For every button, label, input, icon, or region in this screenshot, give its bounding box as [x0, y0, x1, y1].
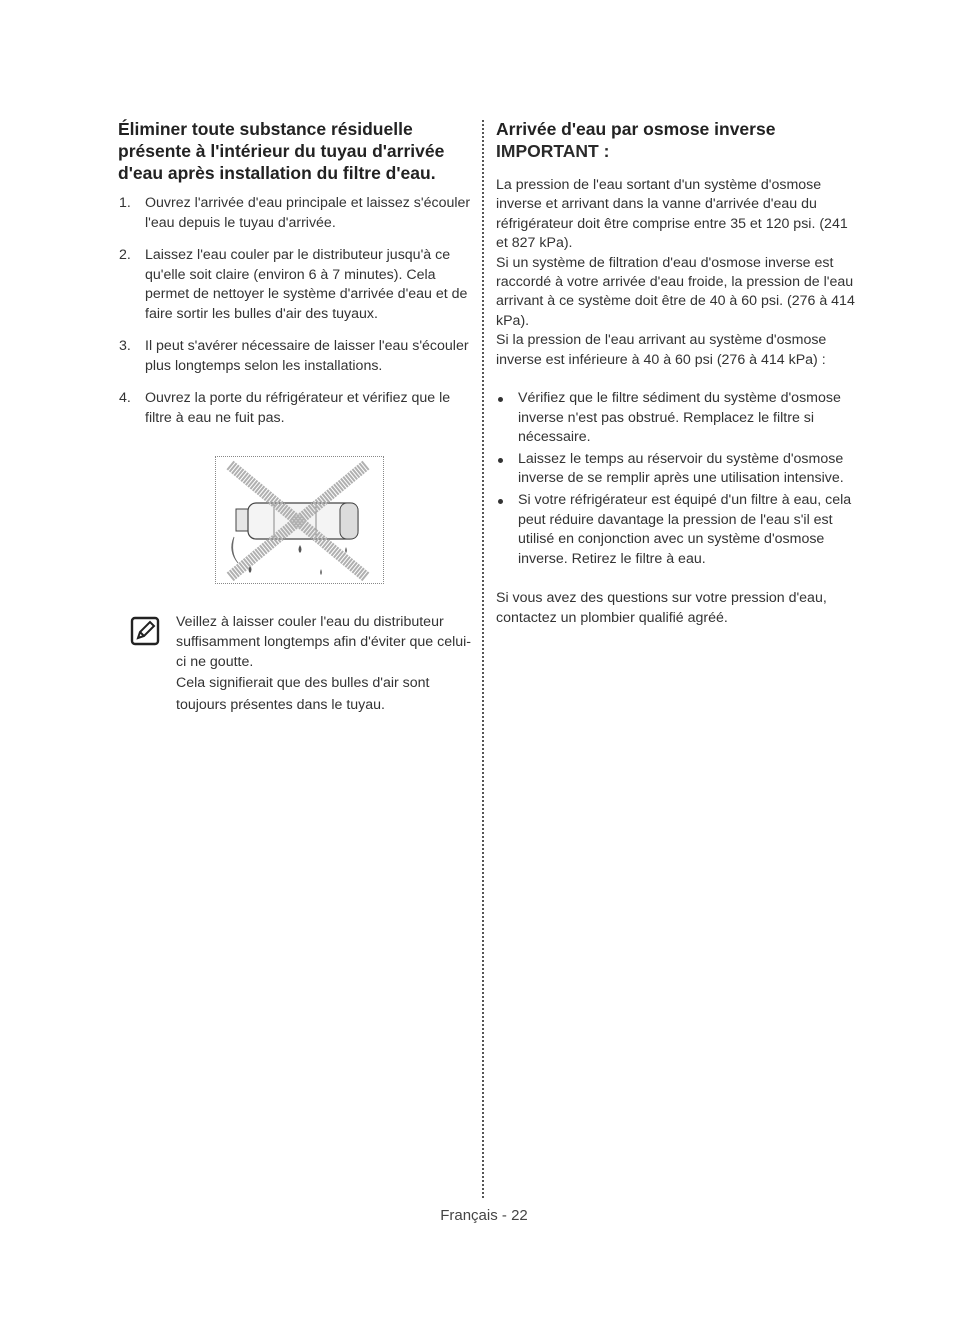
water-drop-icon — [320, 569, 322, 575]
step-number: 3. — [119, 338, 131, 354]
bullet-dot-icon — [498, 499, 503, 504]
bullet-text: Si votre réfrigérateur est équipé d'un filtre à eau, cela peut réduire davantage la pression de l'eau s'il est utilisé en conjonction avec un système d'osmose inverse. Retirez le filtre à eau. — [518, 492, 852, 567]
paragraph: Si la pression de l'eau arrivant au système d'osmose inverse est inférieure à 40 à 60 psi (276 à 414 kPa) : — [496, 332, 827, 368]
step-number: 4. — [119, 390, 131, 406]
water-drop-icon — [299, 545, 302, 553]
note-text: Veillez à laisser couler l'eau du distributeur suffisamment longtemps afin d'éviter que celui-ci ne goutte. — [176, 614, 472, 670]
paragraph: La pression de l'eau sortant d'un système d'osmose inverse et arrivant dans la vanne d'arrivée d'eau du réfrigérateur doit être comprise entre 35 et 120 psi. (241 et 827 kPa). — [496, 177, 848, 252]
crossed-filter-image — [216, 457, 383, 583]
bullet-text: Laissez le temps au réservoir du système d'osmose inverse de se remplir après une utilisation intensive. — [518, 450, 844, 487]
section-title-flush: Éliminer toute substance résiduelle présente à l'intérieur du tuyau d'arrivée d'eau après installation du filtre d'eau. — [118, 119, 445, 183]
step-number: 2. — [119, 247, 131, 263]
paragraph: Si un système de filtration d'eau d'osmose inverse est raccordé à votre arrivée d'eau froide, la pression de l'eau arrivant à ce système doit être de 40 à 60 psi. (276 à 414 kPa). — [496, 254, 855, 329]
step-number: 1. — [119, 195, 131, 211]
filter-end-icon — [340, 503, 358, 539]
bullet-dot-icon — [498, 397, 503, 402]
note-pencil-icon — [130, 616, 160, 651]
step-item — [118, 194, 478, 233]
step-text: Laissez l'eau couler par le distributeur jusqu'à ce qu'elle soit claire (environ 6 à 7 minutes). Cela permet de nettoyer le système d'arrivée d'eau et de faire sortir les bulles d'air des tuyaux. — [145, 247, 468, 322]
page-footer: Français - 22 — [440, 1207, 528, 1224]
note-block — [118, 612, 478, 716]
step-text: Ouvrez la porte du réfrigérateur et vérifiez que le filtre à eau ne fuit pas. — [145, 390, 451, 426]
filter-leak-illustration — [215, 456, 384, 584]
section-title-osmosis: Arrivée d'eau par osmose inverse — [496, 119, 776, 139]
left-column — [118, 118, 478, 716]
filter-cap-icon — [236, 509, 248, 531]
pressure-paragraphs — [496, 176, 856, 370]
column-divider — [482, 120, 484, 1198]
step-item — [118, 337, 478, 376]
water-stream-icon — [232, 537, 238, 563]
bullet-list — [496, 389, 856, 569]
bullet-item — [496, 389, 856, 448]
closing-paragraph: Si vous avez des questions sur votre pression d'eau, contactez un plombier qualifié agréé. — [496, 590, 827, 626]
steps-list — [118, 194, 478, 428]
step-item — [118, 246, 478, 324]
step-text: Ouvrez l'arrivée d'eau principale et laissez s'écouler l'eau depuis le tuyau d'arrivée. — [145, 195, 471, 231]
important-heading: IMPORTANT : — [496, 141, 610, 161]
note-text: Cela signifierait que des bulles d'air sont toujours présentes dans le tuyau. — [176, 675, 430, 713]
water-drop-icon — [345, 547, 347, 553]
step-item — [118, 389, 478, 428]
step-text: Il peut s'avérer nécessaire de laisser l'eau s'écouler plus longtemps selon les installations. — [145, 338, 469, 374]
bullet-dot-icon — [498, 458, 503, 463]
bullet-item — [496, 491, 856, 569]
bullet-item — [496, 450, 856, 489]
bullet-text: Vérifiez que le filtre sédiment du système d'osmose inverse n'est pas obstrué. Remplacez le filtre si nécessaire. — [518, 390, 841, 446]
right-column — [496, 118, 856, 642]
